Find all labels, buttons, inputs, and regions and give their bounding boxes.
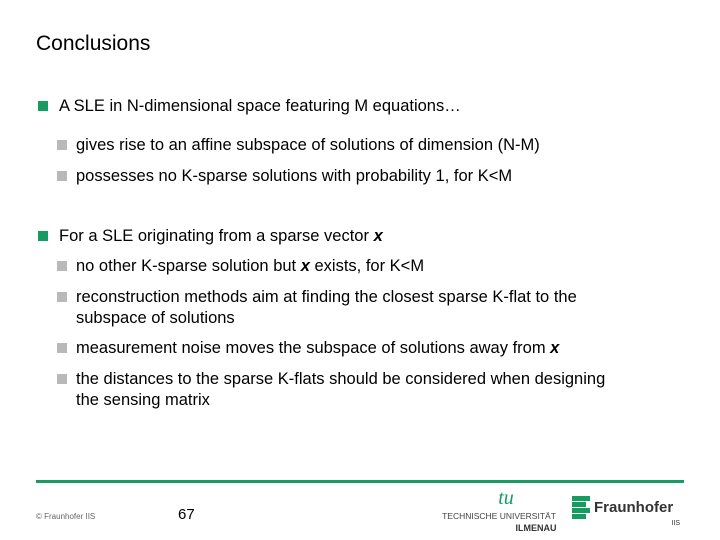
bullet-1	[38, 96, 461, 117]
sub-bullet-square-icon	[57, 292, 67, 302]
page-number: 67	[178, 506, 195, 523]
fraunhofer-mark-icon	[572, 496, 590, 519]
bullet-square-icon	[38, 231, 48, 241]
sub-bullet-square-icon	[57, 374, 67, 384]
bullet-2-sub-4-text	[76, 369, 605, 411]
bullet-2	[38, 226, 383, 247]
bullet-2-text	[59, 226, 383, 247]
bullet-2-sub-1	[57, 256, 424, 277]
tu-logo-mark: tu	[498, 488, 514, 509]
bullet-2-sub-2-line-1: reconstruction methods aim at finding the closest sparse K-flat to the	[76, 288, 577, 306]
vector-x: x	[300, 257, 310, 275]
tu-ilmenau-logo	[436, 488, 562, 534]
fraunhofer-wordmark: Fraunhofer	[594, 499, 674, 516]
vector-x: x	[373, 227, 383, 245]
fraunhofer-iis-label: IIS	[671, 520, 680, 527]
sub-bullet-square-icon	[57, 343, 67, 353]
footer-divider	[36, 480, 684, 483]
sub-bullet-square-icon	[57, 171, 67, 181]
sub-bullet-square-icon	[57, 261, 67, 271]
bullet-2-sub-2-line-2: subspace of solutions	[76, 309, 235, 327]
bullet-2-sub-3-pre: measurement noise moves the subspace of solutions away from	[76, 339, 551, 357]
bullet-square-icon	[38, 101, 48, 111]
bullet-1-text: A SLE in N-dimensional space featuring M equations…	[59, 97, 461, 115]
tu-logo-line-1: TECHNISCHE UNIVERSITÄT	[442, 511, 556, 521]
footer-copyright: © Fraunhofer IIS	[36, 512, 96, 521]
bullet-1-sub-1-text: gives rise to an affine subspace of solutions of dimension (N-M)	[76, 136, 540, 154]
bullet-2-sub-2	[57, 287, 577, 329]
bullet-1-sub-2	[57, 166, 512, 187]
bullet-2-sub-4-line-2: the sensing matrix	[76, 391, 210, 409]
tu-logo-line-2: ILMENAU	[515, 523, 557, 533]
bullet-1-sub-2-text: possesses no K-sparse solutions with probability 1, for K<M	[76, 167, 513, 185]
bullet-2-sub-1-text	[76, 256, 424, 277]
bullet-2-sub-1-pre: no other K-sparse solution but	[76, 257, 301, 275]
bullet-2-sub-4-line-1: the distances to the sparse K-flats should be considered when designing	[76, 370, 606, 388]
bullet-2-sub-1-post: exists, for K<M	[309, 257, 425, 275]
bullet-2-sub-2-text	[76, 287, 577, 329]
slide-title: Conclusions	[36, 32, 151, 55]
bullet-2-sub-4	[57, 369, 605, 411]
vector-x: x	[550, 339, 560, 357]
bullet-2-text-main: For a SLE originating from a sparse vector	[59, 227, 374, 245]
sub-bullet-square-icon	[57, 140, 67, 150]
bullet-1-sub-1	[57, 135, 540, 156]
bullet-2-sub-3-text	[76, 338, 559, 359]
bullet-2-sub-3	[57, 338, 559, 359]
fraunhofer-logo	[570, 492, 690, 532]
